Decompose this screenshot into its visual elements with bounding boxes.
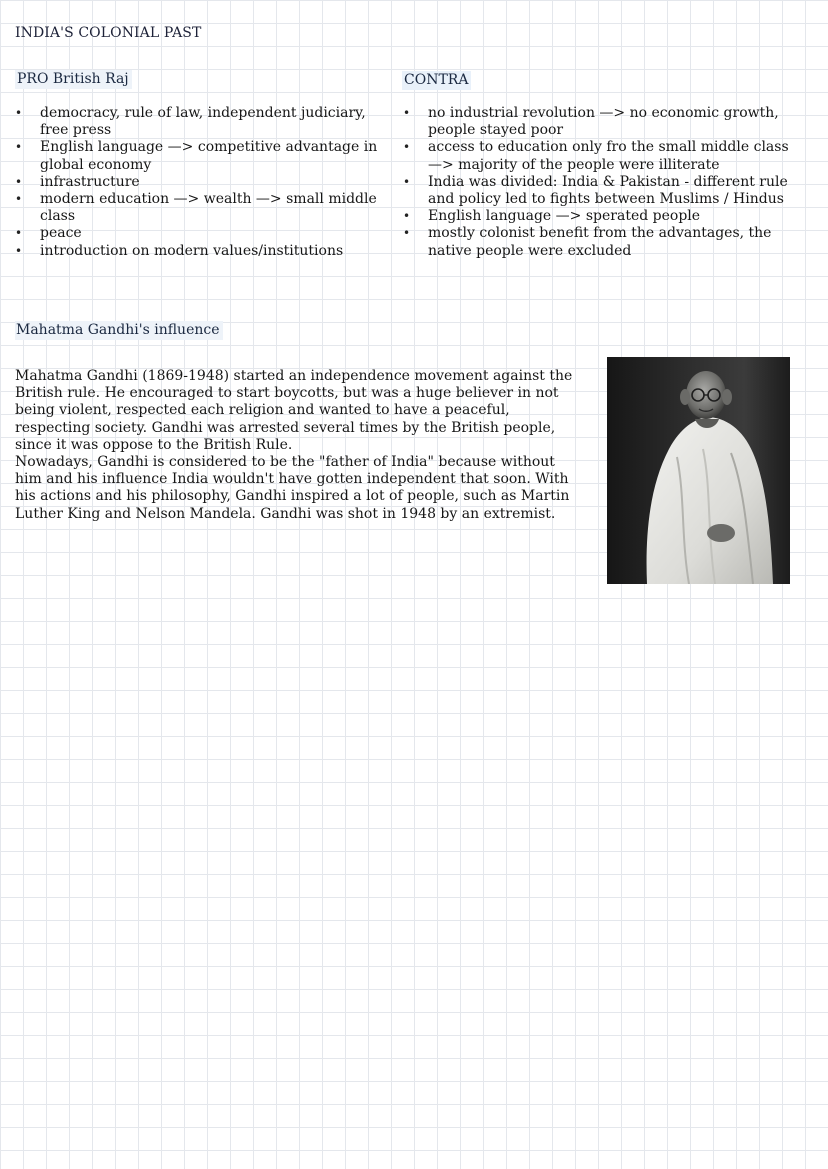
list-item-text: no industrial revolution —> no economic growth, people stayed poor: [428, 105, 779, 139]
list-item-text: infrastructure: [40, 173, 140, 190]
list-item: [15, 225, 387, 242]
gandhi-paragraph-1: Mahatma Gandhi (1869-1948) started an independence movement against the British rule. He encouraged to start boycotts, but was a huge believer in not being violent, respected each religion and wanted to have a peaceful, respecting society. Gandhi was arrested several times by the British people, since it was oppose to the British Rule.: [15, 368, 573, 453]
contra-heading: CONTRA: [402, 71, 471, 90]
list-item-text: introduction on modern values/institutions: [40, 242, 344, 259]
list-item-text: English language —> sperated people: [428, 208, 701, 225]
list-item-text: democracy, rule of law, independent judiciary, free press: [40, 105, 366, 139]
list-item: [15, 105, 387, 139]
bullet-icon: •: [15, 174, 23, 189]
list-item: [15, 174, 387, 191]
list-item-text: India was divided: India & Pakistan - different rule and policy led to fights between Muslims / Hindus: [428, 173, 788, 208]
list-item-text: English language —> competitive advantage in global economy: [40, 139, 378, 173]
bullet-icon: •: [15, 192, 23, 207]
bullet-icon: •: [15, 140, 23, 155]
pro-heading: PRO British Raj: [15, 70, 132, 89]
list-item: [403, 225, 803, 259]
gandhi-heading: Mahatma Gandhi's influence: [15, 321, 223, 340]
bullet-icon: •: [403, 140, 411, 155]
gandhi-body: [15, 368, 575, 523]
page-title: INDIA'S COLONIAL PAST: [15, 25, 202, 41]
list-item-text: modern education —> wealth —> small middle class: [40, 191, 377, 225]
gandhi-paragraph-2: Nowadays, Gandhi is considered to be the "father of India" because without him and his influence India wouldn't have gotten independent that soon. With his actions and his philosophy, Gandhi inspired a lot of people, such as Martin Luther King and Nelson Mandela. Gandhi was shot in 1948 by an extremist.: [15, 454, 570, 522]
list-item: [403, 105, 803, 139]
bullet-icon: •: [403, 106, 411, 120]
bullet-icon: •: [403, 226, 411, 241]
pro-list: [15, 105, 387, 260]
contra-list: [403, 105, 803, 260]
list-item: [403, 208, 803, 225]
bullet-icon: •: [403, 209, 411, 224]
list-item: [15, 243, 387, 260]
bullet-icon: •: [403, 174, 411, 189]
bullet-icon: •: [15, 226, 23, 241]
list-item: [403, 139, 803, 173]
bullet-icon: •: [15, 106, 23, 120]
list-item-text: peace: [40, 225, 82, 242]
list-item: [403, 174, 803, 208]
bullet-icon: •: [15, 243, 23, 258]
list-item-text: access to education only fro the small middle class —> majority of the people were illiterate: [428, 139, 789, 173]
list-item-text: mostly colonist benefit from the advantages, the native people were excluded: [428, 225, 772, 259]
list-item: [15, 191, 387, 225]
portrait-photo-icon: [607, 357, 790, 584]
gandhi-photo: [607, 357, 790, 584]
list-item: [15, 139, 387, 173]
